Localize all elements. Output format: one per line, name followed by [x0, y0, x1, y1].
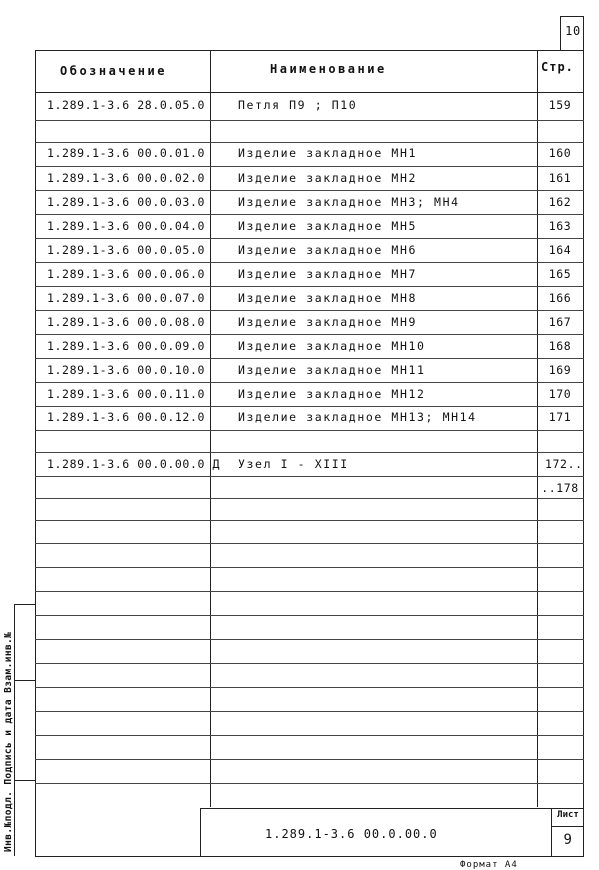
- row-rule: [35, 711, 584, 712]
- row-page: 172..: [545, 457, 583, 471]
- row-name: Петля П9 ; П10: [238, 98, 358, 112]
- row-name: Изделие закладное МН1: [238, 146, 417, 160]
- row-name: Изделие закладное МН7: [238, 267, 417, 281]
- column-divider-page: [537, 50, 538, 807]
- row-name: Изделие закладное МН10: [238, 339, 426, 353]
- row-rule: [35, 759, 584, 760]
- row-code: 1.289.1-3.6 00.0.09.0: [47, 339, 205, 353]
- row-page: 169: [548, 363, 572, 377]
- row-rule: [35, 334, 584, 335]
- side-stamp-text: Инв.№подл. Подпись и дата Взам.инв.№: [3, 631, 14, 852]
- row-rule: [35, 591, 584, 592]
- row-rule: [35, 687, 584, 688]
- sheet-label: Лист: [557, 810, 579, 820]
- header-page: Стр.: [541, 60, 574, 74]
- row-rule: [35, 520, 584, 521]
- row-page: 166: [548, 291, 572, 305]
- row-page: 168: [548, 339, 572, 353]
- format-label: Формат А4: [460, 860, 518, 870]
- header-name: Наименование: [270, 62, 387, 76]
- row-code: 1.289.1-3.6 00.0.06.0: [47, 267, 205, 281]
- row-page: 159: [548, 98, 572, 112]
- row-rule: [35, 214, 584, 215]
- side-stamp-line: [14, 604, 36, 605]
- page-box-left: [560, 16, 561, 50]
- row-rule: [35, 452, 584, 453]
- row-rule: [35, 567, 584, 568]
- row-rule: [35, 382, 584, 383]
- row-code: 1.289.1-3.6 00.0.08.0: [47, 315, 205, 329]
- row-code: 1.289.1-3.6 00.0.10.0: [47, 363, 205, 377]
- row-rule: [35, 142, 584, 143]
- row-code: 1.289.1-3.6 00.0.01.0: [47, 146, 205, 160]
- frame-top: [35, 50, 584, 51]
- row-code: 1.289.1-3.6 00.0.03.0: [47, 195, 205, 209]
- title-block-top: [200, 808, 584, 809]
- row-rule: [35, 190, 584, 191]
- row-page: 160: [548, 146, 572, 160]
- row-rule: [35, 262, 584, 263]
- row-page: 170: [548, 387, 572, 401]
- frame-bottom: [35, 856, 584, 857]
- row-rule: [35, 166, 584, 167]
- row-name: Изделие закладное МН6: [238, 243, 417, 257]
- row-page: 165: [548, 267, 572, 281]
- side-stamp-line: [14, 780, 36, 781]
- row-page: 167: [548, 315, 572, 329]
- row-rule: [35, 476, 584, 477]
- row-name: Изделие закладное МН2: [238, 171, 417, 185]
- row-page-continued: ..178: [541, 481, 579, 495]
- row-page: 164: [548, 243, 572, 257]
- row-page: 161: [548, 171, 572, 185]
- row-name: Изделие закладное МН8: [238, 291, 417, 305]
- side-stamp-line: [14, 680, 36, 681]
- row-rule: [35, 735, 584, 736]
- row-rule: [35, 615, 584, 616]
- row-page: 163: [548, 219, 572, 233]
- row-rule: [35, 358, 584, 359]
- row-rule: [35, 639, 584, 640]
- row-code: 1.289.1-3.6 00.0.07.0: [47, 291, 205, 305]
- row-rule: [35, 406, 584, 407]
- row-name: Узел I - XIII: [238, 457, 349, 471]
- header-divider: [35, 92, 584, 93]
- row-rule: [35, 783, 584, 784]
- page-box-top: [560, 16, 584, 17]
- row-rule: [35, 238, 584, 239]
- row-name: Изделие закладное МН12: [238, 387, 426, 401]
- row-page: 171: [548, 410, 572, 424]
- row-rule: [35, 663, 584, 664]
- top-page-number: 10: [565, 24, 581, 38]
- row-code: 1.289.1-3.6 00.0.04.0: [47, 219, 205, 233]
- row-name: Изделие закладное МН11: [238, 363, 426, 377]
- row-rule: [35, 498, 584, 499]
- sheet-number: 9: [563, 832, 573, 848]
- row-rule: [35, 430, 584, 431]
- row-code: 1.289.1-3.6 00.0.11.0: [47, 387, 205, 401]
- row-name: Изделие закладное МН9: [238, 315, 417, 329]
- row-code: 1.289.1-3.6 00.0.12.0: [47, 410, 205, 424]
- row-rule: [35, 310, 584, 311]
- row-page: 162: [548, 195, 572, 209]
- row-rule: [35, 120, 584, 121]
- row-rule: [35, 543, 584, 544]
- row-code: 1.289.1-3.6 00.0.00.0 Д: [47, 457, 221, 471]
- row-name: Изделие закладное МН5: [238, 219, 417, 233]
- row-code: 1.289.1-3.6 00.0.05.0: [47, 243, 205, 257]
- column-divider-code: [210, 50, 211, 807]
- title-block-left: [200, 808, 201, 856]
- row-rule: [35, 286, 584, 287]
- row-name: Изделие закладное МН13; МН14: [238, 410, 477, 424]
- side-stamp-border: [14, 604, 15, 856]
- title-block-designation: 1.289.1-3.6 00.0.00.0: [265, 827, 438, 841]
- header-code: Обозначение: [60, 64, 167, 78]
- title-block-sheet-label-line: [551, 826, 584, 827]
- row-code: 1.289.1-3.6 00.0.02.0: [47, 171, 205, 185]
- row-name: Изделие закладное МН3; МН4: [238, 195, 460, 209]
- row-code: 1.289.1-3.6 28.0.05.0: [47, 98, 205, 112]
